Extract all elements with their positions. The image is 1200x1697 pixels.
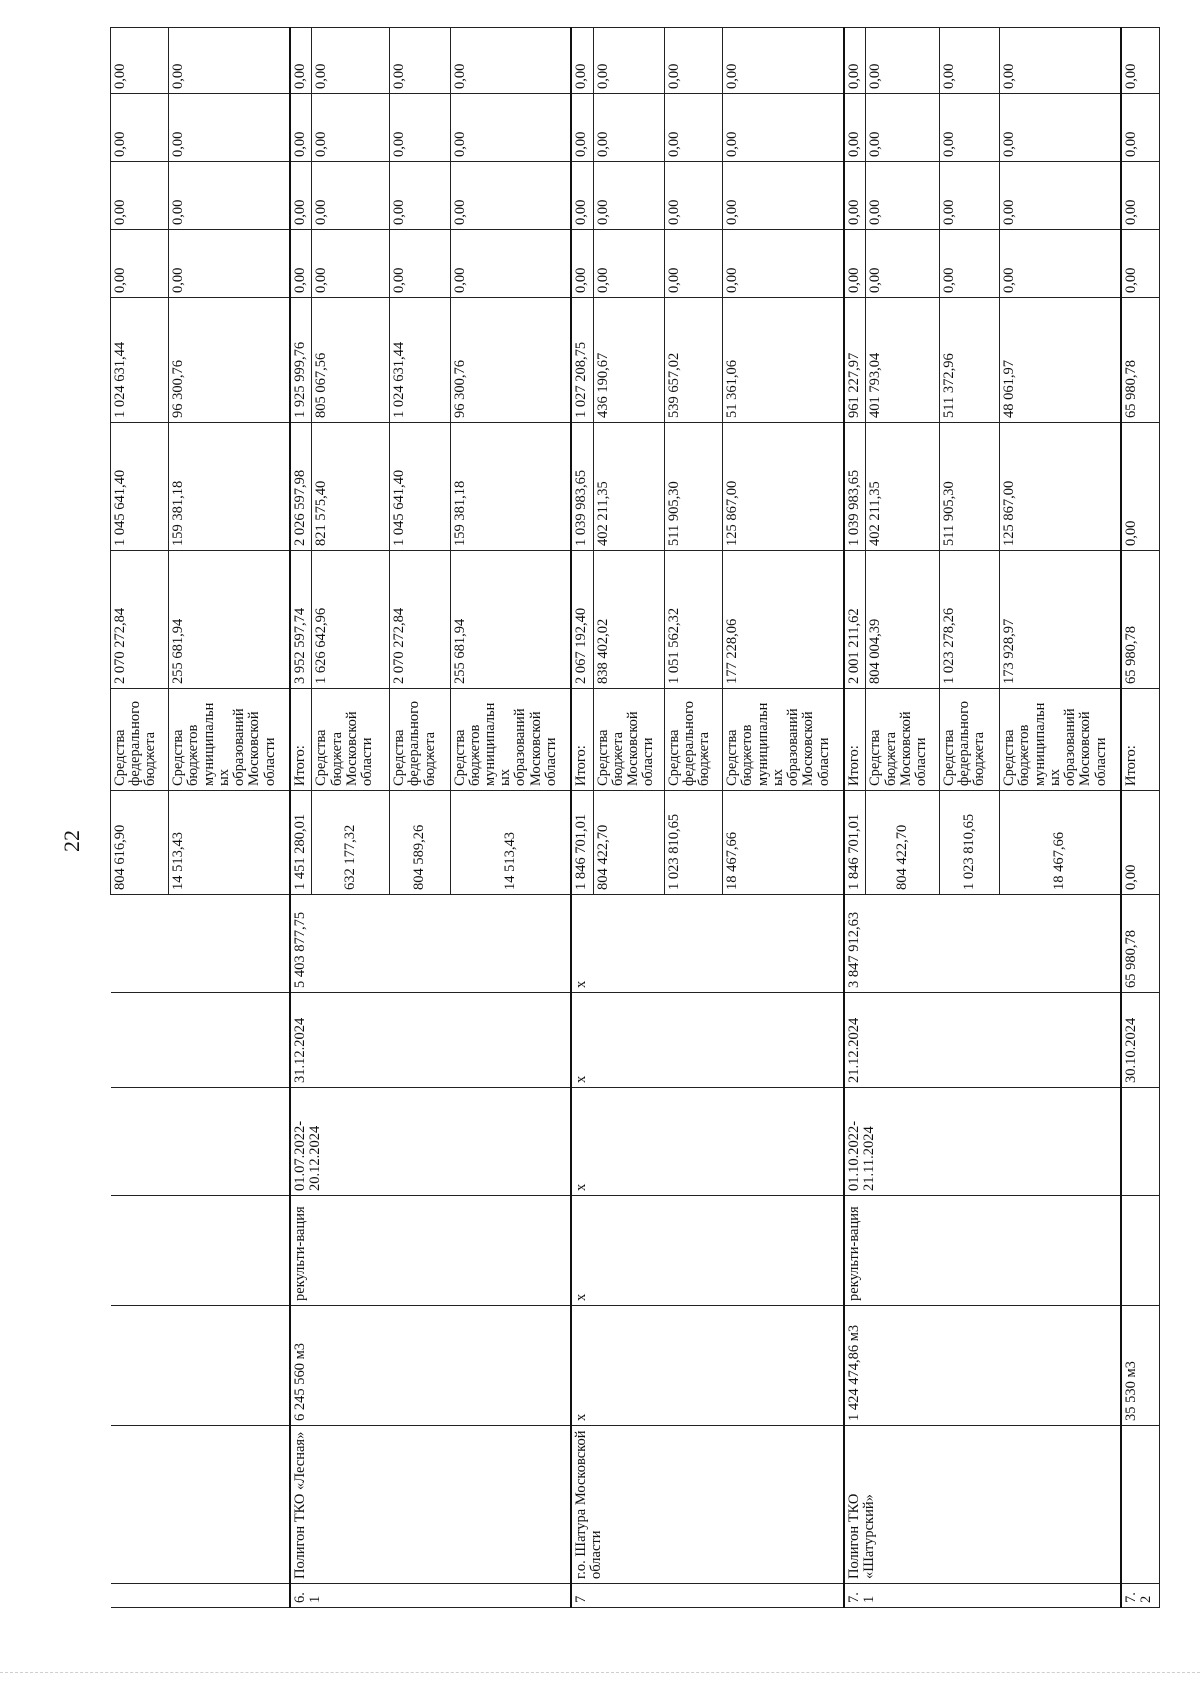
cell-zero: 0,00 <box>866 230 939 298</box>
cell-volume: 1 424 474,86 м3 <box>844 1306 1121 1426</box>
cell-zero: 0,00 <box>866 28 939 94</box>
cell-total: 255 681,94 <box>169 551 290 689</box>
table-row <box>1121 28 1160 1608</box>
cell-zero: 0,00 <box>939 94 999 162</box>
cell-zero: 0,00 <box>169 28 290 94</box>
cell-zero: 0,00 <box>1121 162 1160 230</box>
cell-volume: х <box>571 1306 844 1426</box>
cell-total: 1 626 642,96 <box>312 551 390 689</box>
cell-col7: 804 422,70 <box>593 791 664 895</box>
cell-year1: 125 867,00 <box>723 423 844 551</box>
cell-zero: 0,00 <box>1000 28 1121 94</box>
cell-col7: 804 589,26 <box>390 791 450 895</box>
cell-source: Средства бюджета Московской области <box>866 689 939 791</box>
cell-zero: 0,00 <box>593 94 664 162</box>
cell-volume <box>111 1306 290 1426</box>
cell-work <box>1121 1196 1160 1306</box>
cell-year2: 96 300,76 <box>450 298 571 423</box>
cell-year1: 821 575,40 <box>312 423 390 551</box>
cell-zero: 0,00 <box>312 230 390 298</box>
cell-year1: 2 026 597,98 <box>290 423 312 551</box>
cell-col7: 1 023 810,65 <box>664 791 722 895</box>
cell-year1: 1 045 641,40 <box>390 423 450 551</box>
cell-zero: 0,00 <box>450 28 571 94</box>
cell-cost: 3 847 912,63 <box>844 895 1121 993</box>
cell-zero: 0,00 <box>312 94 390 162</box>
cell-total: 3 952 597,74 <box>290 551 312 689</box>
cell-period: 01.10.2022-21.11.2024 <box>844 1088 1121 1196</box>
cell-total: 804 004,39 <box>866 551 939 689</box>
cell-zero: 0,00 <box>111 230 169 298</box>
cell-cost: х <box>571 895 844 993</box>
cell-year1: 511 905,30 <box>939 423 999 551</box>
cell-total: 2 067 192,40 <box>571 551 593 689</box>
table-row <box>844 28 866 1608</box>
cell-zero: 0,00 <box>390 230 450 298</box>
cell-source: Средства бюджетов муниципальных образований Московской области <box>169 689 290 791</box>
cell-total: 2 070 272,84 <box>390 551 450 689</box>
cell-year1: 159 381,18 <box>450 423 571 551</box>
cell-zero: 0,00 <box>844 28 866 94</box>
cell-zero: 0,00 <box>1121 28 1160 94</box>
cell-col7: 14 513,43 <box>169 791 290 895</box>
cell-zero: 0,00 <box>593 230 664 298</box>
cell-zero: 0,00 <box>169 94 290 162</box>
cell-zero: 0,00 <box>290 94 312 162</box>
cell-col7: 804 616,90 <box>111 791 169 895</box>
cell-year2: 539 657,02 <box>664 298 722 423</box>
cell-col7: 1 846 701,01 <box>571 791 593 895</box>
rotated-table-wrapper <box>110 28 1160 1608</box>
cell-zero: 0,00 <box>290 28 312 94</box>
cell-volume: 35 530 м3 <box>1121 1306 1160 1426</box>
cell-name <box>111 1426 290 1584</box>
cell-total: 1 051 562,32 <box>664 551 722 689</box>
cell-col7: 18 467,66 <box>1000 791 1121 895</box>
cell-period <box>111 1088 290 1196</box>
cell-zero: 0,00 <box>723 162 844 230</box>
cell-year2: 51 361,06 <box>723 298 844 423</box>
cell-col7: 14 513,43 <box>450 791 571 895</box>
cell-cost: 5 403 877,75 <box>290 895 571 993</box>
cell-zero: 0,00 <box>290 230 312 298</box>
cell-zero: 0,00 <box>939 230 999 298</box>
cell-date: 21.12.2024 <box>844 993 1121 1088</box>
cell-cost <box>111 895 290 993</box>
cell-source: Средства федерального бюджета <box>664 689 722 791</box>
cell-year2: 511 372,96 <box>939 298 999 423</box>
cell-zero: 0,00 <box>390 28 450 94</box>
cell-zero: 0,00 <box>390 94 450 162</box>
cell-work <box>111 1196 290 1306</box>
cell-col7: 632 177,32 <box>312 791 390 895</box>
cell-date: 30.10.2024 <box>1121 993 1160 1088</box>
cell-source: Итого: <box>290 689 312 791</box>
cell-zero: 0,00 <box>450 230 571 298</box>
cell-num <box>111 1584 290 1608</box>
page-number: 22 <box>59 830 84 852</box>
cell-zero: 0,00 <box>390 162 450 230</box>
cell-zero: 0,00 <box>723 94 844 162</box>
cell-source: Средства бюджетов муниципальных образований Московской области <box>450 689 571 791</box>
cell-work: х <box>571 1196 844 1306</box>
cell-num: 7.2 <box>1121 1584 1160 1608</box>
cell-source: Средства бюджета Московской области <box>312 689 390 791</box>
cell-num: 7 <box>571 1584 844 1608</box>
cell-year2: 48 061,97 <box>1000 298 1121 423</box>
cell-zero: 0,00 <box>593 28 664 94</box>
cell-period: 01.07.2022-20.12.2024 <box>290 1088 571 1196</box>
cell-year2: 1 024 631,44 <box>111 298 169 423</box>
cell-date: х <box>571 993 844 1088</box>
cell-zero: 0,00 <box>664 94 722 162</box>
cell-zero: 0,00 <box>290 162 312 230</box>
cell-zero: 0,00 <box>866 94 939 162</box>
cell-num: 7.1 <box>844 1584 1121 1608</box>
cell-zero: 0,00 <box>169 162 290 230</box>
cell-zero: 0,00 <box>169 230 290 298</box>
cell-year2: 1 024 631,44 <box>390 298 450 423</box>
cell-volume: 6 245 560 м3 <box>290 1306 571 1426</box>
cell-year1: 159 381,18 <box>169 423 290 551</box>
cell-total: 177 228,06 <box>723 551 844 689</box>
cell-zero: 0,00 <box>723 28 844 94</box>
funding-table <box>110 27 1160 1608</box>
cell-name: г.о. Шатура Московской области <box>571 1426 844 1584</box>
cell-year2: 1 027 208,75 <box>571 298 593 423</box>
cell-zero: 0,00 <box>571 162 593 230</box>
cell-zero: 0,00 <box>1121 230 1160 298</box>
cell-source: Средства федерального бюджета <box>939 689 999 791</box>
cell-year1: 125 867,00 <box>1000 423 1121 551</box>
cell-source: Средства бюджета Московской области <box>593 689 664 791</box>
cell-col7: 1 451 280,01 <box>290 791 312 895</box>
cell-zero: 0,00 <box>939 162 999 230</box>
cell-year2: 96 300,76 <box>169 298 290 423</box>
cell-source: Итого: <box>571 689 593 791</box>
cell-num: 6.1 <box>290 1584 571 1608</box>
cell-zero: 0,00 <box>844 94 866 162</box>
cell-zero: 0,00 <box>111 28 169 94</box>
cell-year2: 401 793,04 <box>866 298 939 423</box>
scan-edge-line <box>0 1672 1200 1673</box>
cell-zero: 0,00 <box>1121 94 1160 162</box>
cell-year1: 1 039 983,65 <box>571 423 593 551</box>
cell-date: 31.12.2024 <box>290 993 571 1088</box>
cell-total: 1 023 278,26 <box>939 551 999 689</box>
table-row <box>571 28 593 1608</box>
cell-work: рекульти-вация <box>844 1196 1121 1306</box>
cell-source: Итого: <box>1121 689 1160 791</box>
cell-col7: 0,00 <box>1121 791 1160 895</box>
cell-zero: 0,00 <box>664 162 722 230</box>
cell-zero: 0,00 <box>571 94 593 162</box>
cell-year2: 1 925 999,76 <box>290 298 312 423</box>
cell-zero: 0,00 <box>312 162 390 230</box>
cell-work: рекульти-вация <box>290 1196 571 1306</box>
cell-source: Средства федерального бюджета <box>390 689 450 791</box>
cell-zero: 0,00 <box>312 28 390 94</box>
cell-zero: 0,00 <box>1000 94 1121 162</box>
cell-zero: 0,00 <box>1000 162 1121 230</box>
cell-year1: 402 211,35 <box>593 423 664 551</box>
cell-col7: 1 023 810,65 <box>939 791 999 895</box>
cell-period <box>1121 1088 1160 1196</box>
cell-zero: 0,00 <box>571 230 593 298</box>
cell-zero: 0,00 <box>939 28 999 94</box>
cell-year1: 402 211,35 <box>866 423 939 551</box>
cell-col7: 804 422,70 <box>866 791 939 895</box>
cell-zero: 0,00 <box>450 162 571 230</box>
cell-date <box>111 993 290 1088</box>
cell-year2: 805 067,56 <box>312 298 390 423</box>
cell-zero: 0,00 <box>111 94 169 162</box>
cell-zero: 0,00 <box>866 162 939 230</box>
cell-name: Полигон ТКО «Лесная» <box>290 1426 571 1584</box>
cell-year1: 511 905,30 <box>664 423 722 551</box>
cell-col7: 1 846 701,01 <box>844 791 866 895</box>
cell-zero: 0,00 <box>1000 230 1121 298</box>
cell-zero: 0,00 <box>664 230 722 298</box>
cell-cost: 65 980,78 <box>1121 895 1160 993</box>
cell-total: 65 980,78 <box>1121 551 1160 689</box>
cell-period: х <box>571 1088 844 1196</box>
cell-zero: 0,00 <box>450 94 571 162</box>
cell-total: 255 681,94 <box>450 551 571 689</box>
cell-year1: 1 039 983,65 <box>844 423 866 551</box>
table-row <box>111 28 169 1608</box>
cell-total: 2 001 211,62 <box>844 551 866 689</box>
cell-zero: 0,00 <box>723 230 844 298</box>
cell-zero: 0,00 <box>593 162 664 230</box>
cell-year2: 961 227,97 <box>844 298 866 423</box>
cell-year1: 0,00 <box>1121 423 1160 551</box>
cell-year1: 1 045 641,40 <box>111 423 169 551</box>
document-frame <box>110 28 1160 1608</box>
cell-zero: 0,00 <box>844 162 866 230</box>
table-row <box>290 28 312 1608</box>
cell-total: 173 928,97 <box>1000 551 1121 689</box>
cell-name <box>1121 1426 1160 1584</box>
cell-zero: 0,00 <box>844 230 866 298</box>
cell-total: 2 070 272,84 <box>111 551 169 689</box>
cell-year2: 436 190,67 <box>593 298 664 423</box>
cell-zero: 0,00 <box>571 28 593 94</box>
cell-col7: 18 467,66 <box>723 791 844 895</box>
cell-year2: 65 980,78 <box>1121 298 1160 423</box>
cell-zero: 0,00 <box>111 162 169 230</box>
cell-source: Средства федерального бюджета <box>111 689 169 791</box>
cell-source: Средства бюджетов муниципальных образований Московской области <box>723 689 844 791</box>
cell-source: Итого: <box>844 689 866 791</box>
cell-name: Полигон ТКО «Шатурский» <box>844 1426 1121 1584</box>
cell-zero: 0,00 <box>664 28 722 94</box>
cell-total: 838 402,02 <box>593 551 664 689</box>
cell-source: Средства бюджетов муниципальных образований Московской области <box>1000 689 1121 791</box>
